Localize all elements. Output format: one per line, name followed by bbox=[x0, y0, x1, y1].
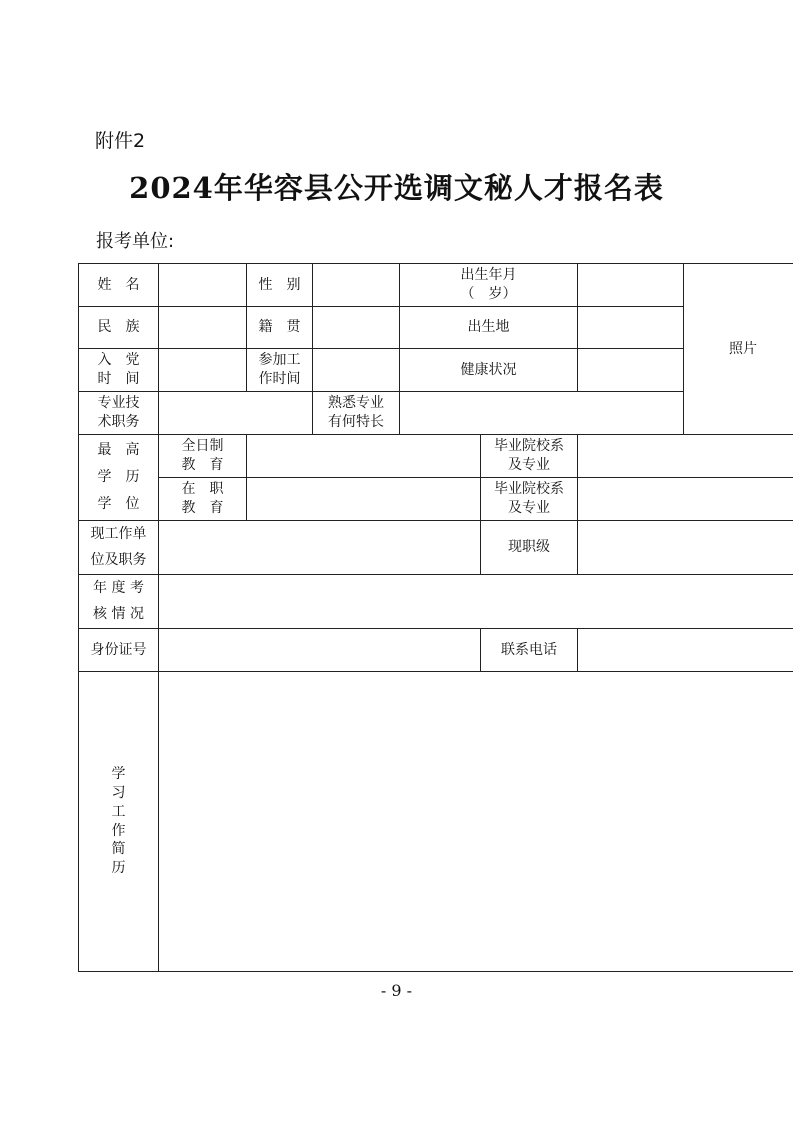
inservice-edu-label: 在 职 教 育 bbox=[159, 478, 247, 521]
resume-char: 工 bbox=[111, 803, 126, 820]
party-time-label: 入 党 时 间 bbox=[79, 349, 159, 392]
birth-field[interactable] bbox=[578, 264, 684, 307]
current-rank-field[interactable] bbox=[578, 521, 793, 575]
ethnicity-field[interactable] bbox=[159, 307, 247, 349]
resume-field[interactable] bbox=[159, 672, 793, 972]
fulltime-edu-field[interactable] bbox=[247, 435, 481, 478]
resume-char: 学 bbox=[111, 765, 126, 782]
birthplace-field[interactable] bbox=[578, 307, 684, 349]
apply-unit-label: 报考单位: bbox=[96, 231, 175, 252]
gender-field[interactable] bbox=[313, 264, 400, 307]
tech-title-label: 专业技 术职务 bbox=[79, 392, 159, 435]
name-field[interactable] bbox=[159, 264, 247, 307]
annual-review-label: 年 度 考 核 情 况 bbox=[79, 575, 159, 629]
native-place-label: 籍 贯 bbox=[247, 307, 313, 349]
work-time-label: 参加工 作时间 bbox=[247, 349, 313, 392]
name-label: 姓 名 bbox=[79, 264, 159, 307]
party-time-field[interactable] bbox=[159, 349, 247, 392]
attachment-label: 附件2 bbox=[95, 130, 146, 152]
current-rank-label: 现职级 bbox=[481, 521, 578, 575]
education-label: 最 高 学 历 学 位 bbox=[79, 435, 159, 521]
school-major-field-2[interactable] bbox=[578, 478, 793, 521]
current-work-label: 现工作单 位及职务 bbox=[79, 521, 159, 575]
resume-char: 简 bbox=[111, 841, 126, 858]
gender-label: 性 别 bbox=[247, 264, 313, 307]
resume-char: 习 bbox=[111, 784, 126, 801]
page-number: - 9 - bbox=[380, 981, 413, 1000]
health-field[interactable] bbox=[578, 349, 684, 392]
ethnicity-label: 民 族 bbox=[79, 307, 159, 349]
photo-box[interactable]: 照片 bbox=[684, 264, 793, 435]
inservice-edu-field[interactable] bbox=[247, 478, 481, 521]
birth-label: 出生年月 （ 岁） bbox=[400, 264, 578, 307]
phone-label: 联系电话 bbox=[481, 629, 578, 672]
school-major-label-1: 毕业院校系 及专业 bbox=[481, 435, 578, 478]
form-title: 2024年华容县公开选调文秘人才报名表 bbox=[129, 171, 664, 205]
resume-char: 历 bbox=[111, 860, 126, 877]
phone-field[interactable] bbox=[578, 629, 793, 672]
tech-title-field[interactable] bbox=[159, 392, 313, 435]
registration-form-table bbox=[78, 263, 793, 972]
native-place-field[interactable] bbox=[313, 307, 400, 349]
specialty-label: 熟悉专业 有何特长 bbox=[313, 392, 400, 435]
resume-label bbox=[79, 672, 159, 972]
id-number-label: 身份证号 bbox=[79, 629, 159, 672]
specialty-field[interactable] bbox=[400, 392, 684, 435]
resume-char: 作 bbox=[111, 822, 126, 839]
fulltime-edu-label: 全日制 教 育 bbox=[159, 435, 247, 478]
school-major-field-1[interactable] bbox=[578, 435, 793, 478]
current-work-field[interactable] bbox=[159, 521, 481, 575]
work-time-field[interactable] bbox=[313, 349, 400, 392]
school-major-label-2: 毕业院校系 及专业 bbox=[481, 478, 578, 521]
id-number-field[interactable] bbox=[159, 629, 481, 672]
annual-review-field[interactable] bbox=[159, 575, 793, 629]
health-label: 健康状况 bbox=[400, 349, 578, 392]
birthplace-label: 出生地 bbox=[400, 307, 578, 349]
